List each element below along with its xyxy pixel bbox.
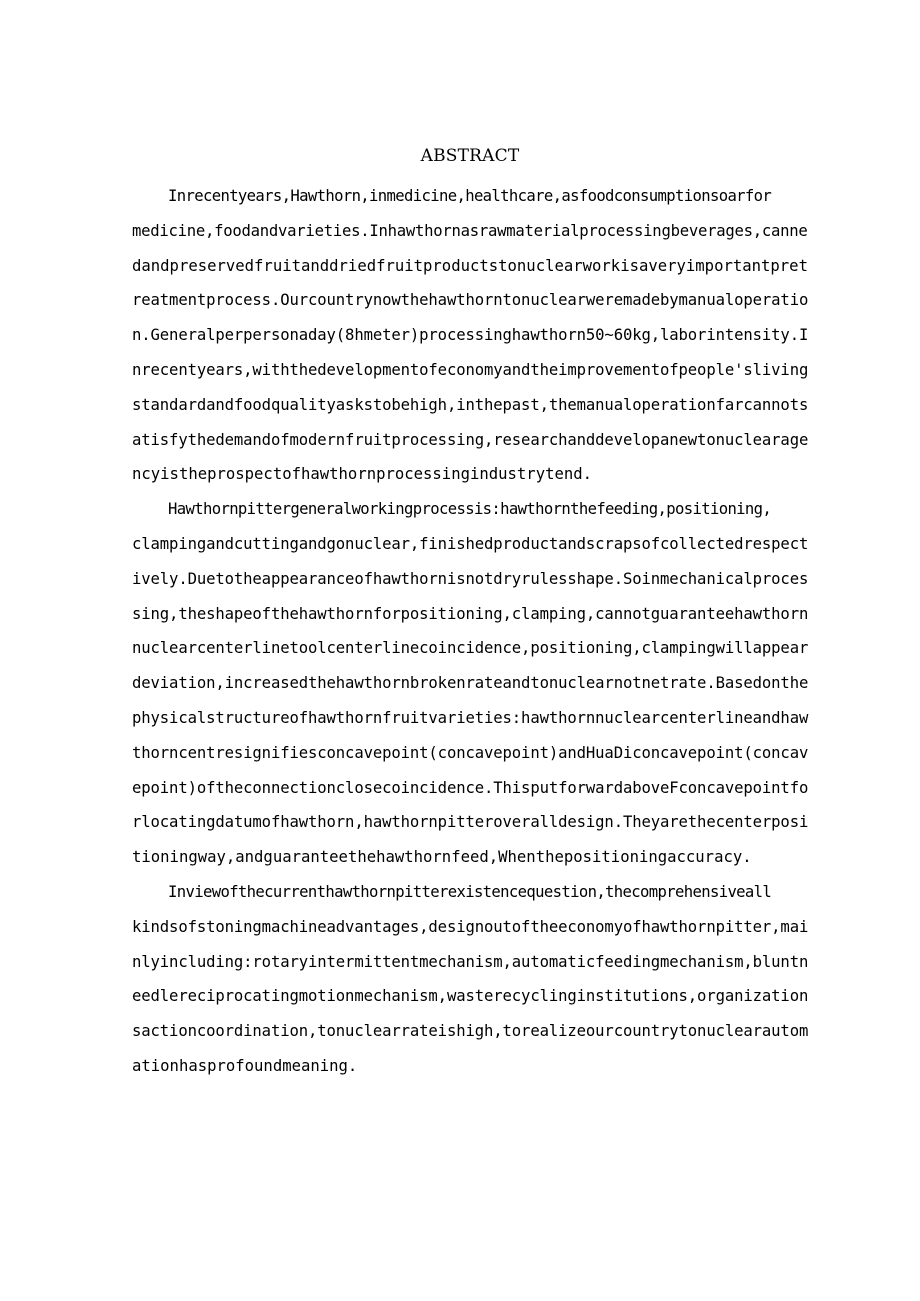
paragraph-line: ncyistheprospectofhawthornprocessingindustrytend. xyxy=(132,465,593,484)
paragraph-2 xyxy=(132,498,808,881)
paragraph-line: kindsofstoningmachineadvantages,designoutoftheeconomyofhawthornpitter,mai xyxy=(132,917,809,936)
paragraph-line: nlyincluding:rotaryintermittentmechanism,automaticfeedingmechanism,bluntn xyxy=(132,952,809,971)
paragraph-line: epoint)oftheconnectionclosecoincidence.ThisputforwardaboveFconcavepointfo xyxy=(132,778,809,797)
paragraph-3 xyxy=(132,881,808,1090)
abstract-body xyxy=(132,185,808,1090)
paragraph-line: ively.Duetotheappearanceofhawthornisnotdryrulesshape.Soinmechanicalproces xyxy=(132,569,809,588)
paragraph-line: sactioncoordination,tonuclearrateishigh,torealizeourcountrytonuclearautom xyxy=(132,1022,809,1041)
paragraph-line: Inviewofthecurrenthawthornpitterexistencequestion,thecomprehensiveall xyxy=(168,882,772,901)
paragraph-line: nrecentyears,withthedevelopmentofeconomyandtheimprovementofpeople'sliving xyxy=(132,360,809,379)
paragraph-line: rlocatingdatumofhawthorn,hawthornpitteroveralldesign.Theyarethecenterposi xyxy=(132,813,809,832)
paragraph-line: Hawthornpittergeneralworkingprocessis:hawthornthefeeding,positioning, xyxy=(168,500,772,519)
paragraph-line: nuclearcenterlinetoolcenterlinecoincidence,positioning,clampingwillappear xyxy=(132,639,809,658)
paragraph-line: tioningway,andguaranteethehawthornfeed,Whenthepositioningaccuracy. xyxy=(132,848,752,867)
paragraph-line: reatmentprocess.Ourcountrynowthehawthorntonuclearweremadebymanualoperatio xyxy=(132,291,809,310)
paragraph-line: Inrecentyears,Hawthorn,inmedicine,healthcare,asfoodconsumptionsoarfor xyxy=(168,187,772,205)
paragraph-line: dandpreservedfruitanddriedfruitproductstonuclearworkisaveryimportantpret xyxy=(132,256,808,275)
paragraph-line: n.Generalperpersonaday(8hmeter)processinghawthorn50~60kg,laborintensity.I xyxy=(132,326,809,345)
paragraph-line: ationhasprofoundmeaning. xyxy=(132,1056,358,1075)
paragraph-line: clampingandcuttingandgonuclear,finishedproductandscrapsofcollectedrespect xyxy=(132,534,809,553)
abstract-title: ABSTRACT xyxy=(420,146,520,166)
paragraph-line: eedlereciprocatingmotionmechanism,wasterecyclinginstitutions,organization xyxy=(132,987,809,1006)
paragraph-line: medicine,foodandvarieties.Inhawthornasrawmaterialprocessingbeverages,canne xyxy=(132,221,808,240)
paragraph-1 xyxy=(132,185,808,498)
paragraph-line: physicalstructureofhawthornfruitvarieties:hawthornnuclearcenterlineandhaw xyxy=(132,708,809,727)
paragraph-line: deviation,increasedthehawthornbrokenrateandtonuclearnotnetrate.Basedonthe xyxy=(132,674,809,693)
paragraph-line: standardandfoodqualityaskstobehigh,inthepast,themanualoperationfarcannots xyxy=(132,395,809,414)
paragraph-line: thorncentresignifiesconcavepoint(concavepoint)andHuaDiconcavepoint(concav xyxy=(132,743,809,762)
paragraph-line: sing,theshapeofthehawthornforpositioning,clamping,cannotguaranteehawthorn xyxy=(132,604,809,623)
paragraph-line: atisfythedemandofmodernfruitprocessing,researchanddevelopanewtonuclearage xyxy=(132,430,809,449)
